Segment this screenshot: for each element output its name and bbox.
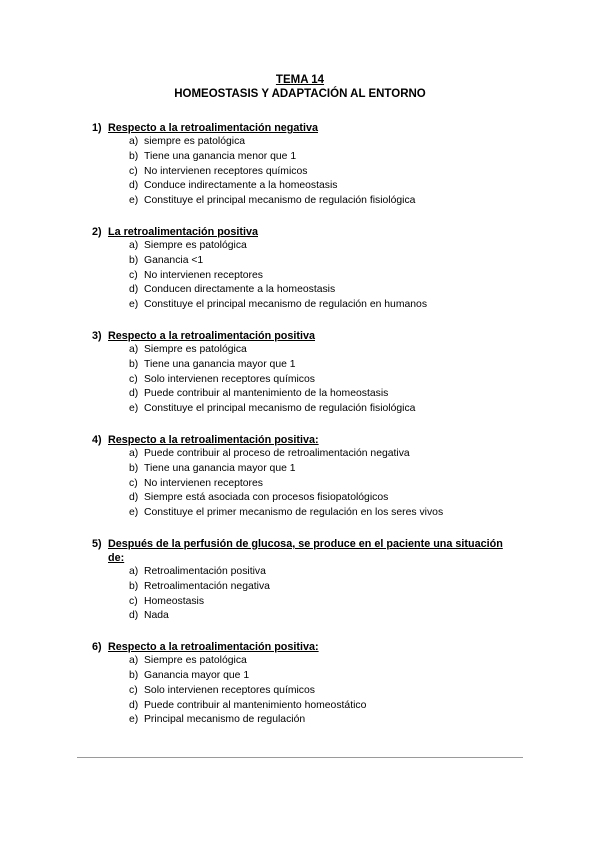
question-text: Respecto a la retroalimentación positiva: [108,433,319,446]
option-c [92,684,522,699]
option-e [92,298,522,313]
option-a [92,447,522,462]
question-list [92,121,522,744]
option-a [92,654,522,669]
option-letter: b) [129,358,139,370]
option-b [92,580,522,595]
option-letter: c) [129,165,138,177]
option-letter: a) [129,239,139,251]
option-text: Retroalimentación negativa [144,580,270,592]
option-b [92,462,522,477]
option-letter: c) [129,269,138,281]
option-text: Nada [144,610,169,622]
option-text: Conduce indirectamente a la homeostasis [144,180,338,192]
option-letter: a) [129,447,139,459]
question-text: Respecto a la retroalimentación positiva: [108,641,319,654]
option-text: Constituye el primer mecanismo de regulación en los seres vivos [144,507,444,519]
option-letter: d) [129,180,139,192]
option-letter: e) [129,195,139,207]
question-number: 4) [92,433,102,446]
option-text: Ganancia <1 [144,254,204,266]
question-number: 3) [92,329,102,342]
option-letter: a) [129,565,139,577]
option-b [92,254,522,269]
question-heading [92,121,522,135]
question-number: 1) [92,122,102,134]
question-text: La retroalimentación positiva [108,225,258,238]
option-text: Constituye el principal mecanismo de regulación en humanos [144,299,428,311]
option-letter: d) [129,492,139,504]
option-text: Homeostasis [144,595,205,607]
option-letter: c) [129,373,138,385]
option-d [92,609,522,624]
question-text: Después de la perfusión de glucosa, se produce en el paciente una situación de: [108,537,503,564]
option-letter: d) [129,284,139,296]
option-letter: b) [129,580,139,592]
option-d [92,283,522,298]
page-title: TEMA 14 [275,74,325,86]
footer-divider [77,757,523,758]
option-text: Solo intervienen receptores químicos [144,684,315,696]
option-a [92,343,522,358]
question-heading [92,640,522,654]
option-text: Tiene una ganancia mayor que 1 [144,462,296,474]
option-e [92,713,522,728]
question-number: 6) [92,641,102,654]
option-text: No intervienen receptores [144,477,263,489]
option-text: Constituye el principal mecanismo de regulación fisiológica [144,195,416,207]
option-e [92,506,522,521]
option-text: Ganancia mayor que 1 [144,669,250,681]
option-letter: d) [129,388,139,400]
option-text: Siempre es patológica [144,343,247,355]
option-text: No intervienen receptores [144,269,263,281]
option-text: Tiene una ganancia menor que 1 [144,150,297,162]
option-text: Puede contribuir al mantenimiento homeostático [144,699,367,711]
option-text: Siempre es patológica [144,239,247,251]
page-subtitle: HOMEOSTASIS Y ADAPTACIÓN AL ENTORNO [174,88,426,100]
option-letter: c) [129,477,138,489]
question-3 [92,329,522,417]
option-letter: e) [129,299,139,311]
option-letter: b) [129,462,139,474]
option-d [92,179,522,194]
option-a [92,135,522,150]
option-d [92,387,522,402]
option-a [92,565,522,580]
option-c [92,269,522,284]
option-text: Solo intervienen receptores químicos [144,373,315,385]
option-letter: a) [129,343,139,355]
question-heading [92,537,518,565]
option-e [92,402,522,417]
option-text: Siempre es patológica [144,655,247,667]
question-heading [92,225,522,239]
option-text: Puede contribuir al mantenimiento de la homeostasis [144,388,389,400]
option-letter: a) [129,136,139,147]
option-letter: e) [129,403,139,415]
question-number: 5) [92,537,102,550]
question-6 [92,640,522,728]
option-text: Retroalimentación positiva [144,565,266,577]
option-text: Conducen directamente a la homeostasis [144,284,336,296]
option-letter: e) [129,507,139,519]
option-e [92,194,522,209]
question-heading [92,329,522,343]
option-b [92,150,522,165]
option-letter: b) [129,150,139,162]
question-number: 2) [92,225,102,238]
option-c [92,595,522,610]
option-text: Principal mecanismo de regulación [144,714,306,726]
option-letter: c) [129,684,138,696]
option-letter: e) [129,714,139,726]
option-text: Siempre está asociada con procesos fisiopatológicos [144,492,389,504]
question-1 [92,121,522,209]
option-c [92,477,522,492]
option-letter: c) [129,595,138,607]
option-d [92,491,522,506]
option-text: No intervienen receptores químicos [144,165,308,177]
question-text: Respecto a la retroalimentación positiva [108,329,316,342]
option-letter: a) [129,655,139,667]
question-5 [92,537,522,624]
option-b [92,669,522,684]
option-letter: b) [129,254,139,266]
option-letter: b) [129,669,139,681]
option-text: Tiene una ganancia mayor que 1 [144,358,296,370]
option-a [92,239,522,254]
question-text: Respecto a la retroalimentación negativa [108,122,319,134]
option-c [92,165,522,180]
option-d [92,699,522,714]
option-letter: d) [129,610,139,622]
option-text: Constituye el principal mecanismo de regulación fisiológica [144,403,416,415]
option-text: Puede contribuir al proceso de retroalimentación negativa [144,447,410,459]
document-header [0,73,600,101]
question-4 [92,433,522,521]
question-2 [92,225,522,313]
option-text: siempre es patológica [144,136,246,147]
question-heading [92,433,522,447]
option-c [92,373,522,388]
option-letter: d) [129,699,139,711]
option-b [92,358,522,373]
